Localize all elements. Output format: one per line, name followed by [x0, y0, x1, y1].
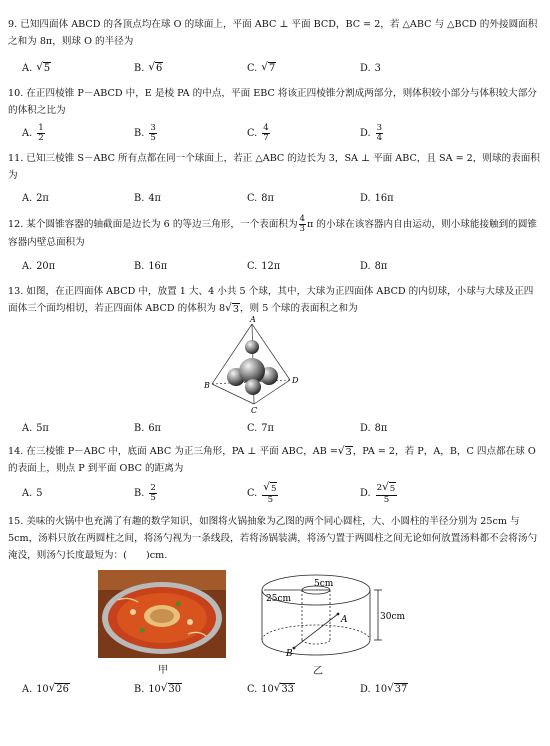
question-12-options: [22, 255, 542, 277]
option-a[interactable]: A. 5π: [22, 422, 49, 434]
option-b[interactable]: B. 4π: [134, 192, 161, 204]
option-c[interactable]: C. √ 7: [247, 61, 276, 74]
small-ball: [245, 340, 259, 354]
option-c[interactable]: C. √ 5 5: [247, 481, 277, 505]
caption-left: 甲: [158, 665, 168, 676]
question-10-text: 10. 在正四棱锥 P－ABCD 中，E 是棱 PA 的中点，平面 EBC 将该正四棱锥分割成两部分，则体积较小部分与体积较大部分的体积之比为: [8, 88, 537, 116]
radius-small-label: 5cm: [314, 579, 334, 589]
option-b[interactable]: B. 10 √ 30: [134, 682, 181, 695]
option-a[interactable]: A. 2π: [22, 192, 49, 204]
question-13-options: [22, 417, 542, 439]
caption-right: 乙: [313, 666, 323, 677]
vertex-label-a: A: [250, 316, 256, 324]
option-b[interactable]: B. $\frac{3}{5}$: [134, 122, 156, 143]
question-9-options: [22, 57, 542, 79]
option-b[interactable]: B. 16π: [134, 260, 168, 272]
option-d[interactable]: D. 10 √ 37: [360, 682, 408, 695]
question-9: [8, 16, 542, 50]
tetrahedron-figure: [196, 316, 316, 416]
question-11-options: [22, 187, 542, 209]
question-11-text: 11. 已知三棱锥 S－ABC 所有点都在同一个球面上，若正 △ABC 的边长为 3，SA ⊥ 平面 ABC，且 SA = 2，则球的表面积为: [8, 153, 540, 181]
fraction: $\frac{4}{3}$: [299, 214, 306, 234]
question-9-text: 9. 已知四面体 ABCD 的各顶点均在球 O 的球面上，平面 ABC ⊥ 平面 BCD，BC = 2，若 △ABC 与 △BCD 的外接圆面积之和为 8π，则球 O 的半径为: [8, 19, 538, 47]
height-label: 30cm: [380, 612, 406, 622]
question-13: 13. 如图，在正四面体 ABCD 中，放置 1 大、4 小共 5 个球，其中，大球为正四面体 ABCD 的内切球，小球与大球及正四面体三个面均相切，若正四面体 ABCD 的体积为 8 √ 3 ，则 5 个球的表面积之和为: [8, 286, 534, 315]
question-10: [8, 85, 542, 119]
option-c[interactable]: C. 8π: [247, 192, 274, 204]
question-12: [8, 215, 542, 251]
vertex-label-c: C: [251, 406, 258, 415]
question-15-options: [22, 678, 542, 700]
vertex-label-d: D: [292, 376, 299, 385]
point-a-label: A: [341, 615, 348, 625]
question-14-options: [22, 482, 542, 504]
option-a[interactable]: A. √ 5: [22, 61, 51, 74]
option-a[interactable]: A. 5: [22, 487, 43, 499]
vertex-label-b: B: [204, 381, 210, 390]
option-a[interactable]: A. 10 √ 26: [22, 682, 69, 695]
question-13-text-a: 13. 如图，在正四面体 ABCD 中，放置 1 大、4 小共 5 个球，其中，大球为正四面体 ABCD 的内切球，小球与大球及正四面体三个面均相切，若正四面体 ABCD 的体积为 8: [8, 286, 534, 314]
option-c[interactable]: C. $\frac{4}{7}$: [247, 122, 269, 143]
option-d[interactable]: D. 8π: [360, 422, 388, 434]
small-ball: [245, 379, 261, 395]
option-d[interactable]: D. $\frac{3}{4}$: [360, 122, 383, 143]
option-d[interactable]: D. 16π: [360, 192, 394, 204]
question-15: [8, 513, 542, 564]
hotpot-photo: [98, 570, 226, 658]
question-12-text-a: 12. 某个圆锥容器的轴截面是边长为 6 的等边三角形，一个表面积为: [8, 219, 298, 230]
option-b[interactable]: B. √ 6: [134, 61, 163, 74]
option-c[interactable]: C. 7π: [247, 422, 274, 434]
option-b[interactable]: B. 6π: [134, 422, 161, 434]
question-13-text-b: ，则 5 个球的表面积之和为: [239, 303, 358, 314]
point-b-label: B: [286, 649, 293, 659]
question-12-text-b: π 的小球在该容器内自由运动，则小球能接触到的圆锥容器内壁总面积为: [8, 219, 538, 248]
option-c[interactable]: C. 12π: [247, 260, 281, 272]
option-d[interactable]: D. 3: [360, 62, 381, 74]
option-a[interactable]: A. 20π: [22, 260, 56, 272]
option-a[interactable]: A. $\frac{1}{2}$: [22, 122, 44, 143]
question-15-text: 15. 美味的火锅中也充满了有趣的数学知识，如图将火锅抽象为乙图的两个同心圆柱，大、小圆柱的半径分别为 25cm 与 5cm，汤料只放在两圆柱之间，将汤勺视为一条线段，若将汤锅装满，将汤勺置于两圆柱之间无论如何放置汤料都不会将汤勺淹没，则汤勺长度最短为：( )cm.: [8, 516, 538, 561]
radius-large-label: 25cm: [266, 594, 292, 604]
question-10-options: [22, 122, 542, 144]
question-11: [8, 150, 542, 184]
question-14-text-a: 14. 在三棱锥 P－ABC 中，底面 ABC 为正三角形，PA ⊥ 平面 ABC，AB =: [8, 446, 338, 457]
question-14: 14. 在三棱锥 P－ABC 中，底面 ABC 为正三角形，PA ⊥ 平面 ABC，AB = √ 3 ，PA = 2，若 P，A，B，C 四点都在球 O 的表面上，则点 P 到平面 OBC 的距离为: [8, 445, 536, 474]
option-b[interactable]: B. $\frac{2}{5}$: [134, 482, 156, 503]
option-d[interactable]: D. 8π: [360, 260, 388, 272]
option-d[interactable]: D. 2 √ 5 5: [360, 481, 396, 505]
option-c[interactable]: C. 10 √ 33: [247, 682, 294, 695]
cylinder-diagram: [254, 568, 414, 664]
question-14-text-b: ，PA = 2，若 P，A，B，C 四点都在球 O 的表面上，则点 P 到平面 OBC 的距离为: [8, 446, 536, 474]
